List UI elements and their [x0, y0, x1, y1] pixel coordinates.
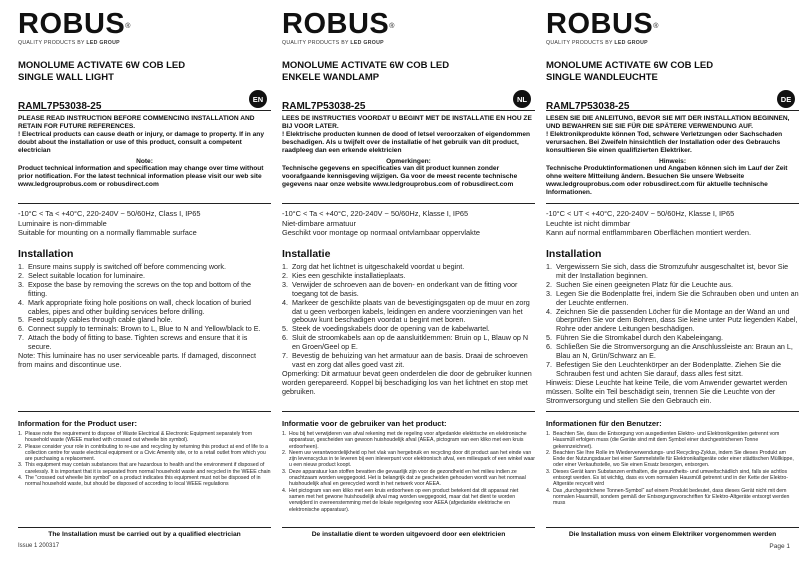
installation-steps: [282, 263, 535, 397]
specifications: -10°C < UT < +40°C, 220-240V ~ 50/60Hz, Klasse I, IP65 Leuchte ist nicht dimmbar Kann auf normal entflammbaren Oberflächen montiert werden.: [546, 209, 751, 238]
list-item: 5. Steek de voedingskabels door de opening van de kabelwartel.: [282, 324, 490, 334]
issue-number: Issue 1 200317: [18, 543, 60, 549]
list-item: 2. Please consider your role in contributing to re-use and recycling by returning this product at end of life to a collection centre for waste electrical equipment or a Civic Amenity site, or to a retail outlet from which you are purchasing a replacement.: [18, 443, 269, 463]
list-item: 6. Sluit de stroomkabels aan op de aansluitklemmen: Bruin op L, Blauw op N en Groen/Geel op E.: [282, 333, 529, 352]
user-info-heading: Informationen für den Benutzer:: [546, 419, 662, 428]
list-item: 7. Befestigen Sie den Leuchtenkörper an der Bodenplatte. Ziehen Sie die Schrauben fest und achten Sie darauf, dass alles fest sitzt.: [546, 359, 781, 378]
list-item: 4. Het pictogram van een kliko met een kruis erdoorheen op een product betekent dat dit apparaat niet samen met het gewone huishoudelijk afval mag worden weggegooid, maar dat het dient te worden verwijderd in overeenstemming met de lokale regelgeving voor AEEA (afgedankte elektrische en elektronische apparatuur).: [282, 487, 519, 513]
divider: [546, 110, 799, 111]
list-item: 1. Ensure mains supply is switched off before commencing work.: [18, 262, 227, 271]
installation-steps: [18, 263, 271, 370]
electrician-notice: Die Installation muss von einem Elektriker vorgenommen werden: [568, 531, 777, 538]
divider: [282, 203, 535, 204]
divider: [18, 411, 271, 412]
divider: [282, 110, 535, 111]
list-item: 3. Verwijder de schroeven aan de boven- en onderkant van de fitting voor toegang tot de basis.: [282, 279, 518, 298]
registered-mark: ®: [125, 23, 131, 30]
column-en: [18, 10, 271, 538]
logo-text: ROBUS: [18, 8, 126, 40]
installation-note: Note: This luminaire has no user serviceable parts. If damaged, disconnect from mains and discontinue use.: [18, 351, 256, 369]
installation-note: Hinweis: Diese Leuchte hat keine Teile, die vom Anwender gewartet werden müssen. Sollte ein Teil beschädigt sein, trennen Sie die Leuchte von der Stromversorgung und stellen Sie den Gebrauch ein.: [546, 377, 788, 405]
tagline: QUALITY PRODUCTS BY LED GROUP: [18, 40, 120, 46]
list-item: 1. Hou bij het verwijderen van afval rekening met de regeling voor afgedankte elektrische en elektronische apparatuur, gescheiden van gewoon huishoudelijk afval (AEEA, pictogram van een kliko met een kruis erdoorheen).: [282, 431, 527, 450]
brand-logo: [546, 10, 799, 46]
user-info-heading: Information for the Product user:: [18, 419, 137, 428]
user-info-list: [546, 431, 799, 507]
list-item: 3. Deze apparatuur kan stoffen bevatten die gevaarlijk zijn voor de gezondheid en het milieu indien ze onachtzaam worden weggegooid. Het is belangrijk dat ze gescheiden gehouden wordt van het normaal huishoudelijk afval en gerecycled wordt in het netwerk voor AEEA.: [282, 468, 526, 488]
list-item: 6. Schließen Sie die Stromversorgung an die Anschlussleiste an: Braun an L, Blau an N, Grün/Schwarz an E.: [546, 342, 793, 361]
list-item: 1. Vergewissern Sie sich, dass die Stromzufuhr ausgeschaltet ist, bevor Sie mit der Installation beginnen.: [546, 262, 789, 280]
list-item: 3. Expose the base by removing the screws on the top and bottom of the fitting.: [18, 279, 251, 298]
logo-text: ROBUS: [546, 8, 654, 40]
tagline: QUALITY PRODUCTS BY LED GROUP: [546, 40, 648, 46]
divider: [18, 203, 271, 204]
divider: [546, 527, 799, 528]
installation-heading: Installation: [18, 248, 74, 260]
note-text: Technische Produktinformationen und Angaben können sich im Lauf der Zeit ohne weitere Mitteilung ändern. Besuchen Sie unsere Webseite www.ledgrouprobus.com oder robusdirect.com für aktuelle technische Informationen.: [546, 165, 788, 197]
brand-logo: [282, 10, 535, 46]
installation-steps: [546, 263, 799, 406]
brand-logo: [18, 10, 271, 46]
product-title: MONOLUME ACTIVATE 6W COB LED ENKELE WANDLAMP: [282, 60, 450, 83]
installation-heading: Installation: [546, 248, 602, 260]
user-info-heading: Informatie voor de gebruiker van het product:: [282, 419, 447, 428]
list-item: 2. Select suitable location for luminaire.: [18, 270, 146, 280]
language-badge: NL: [513, 90, 531, 108]
list-item: 4. The "crossed out wheelie bin symbol" on a product indicates this equipment must not be disposed of in normal household waste, but should be disposed of according to local WEEE regulations: [18, 475, 261, 488]
divider: [546, 203, 799, 204]
list-item: 4. Markeer de geschikte plaats van de bevestigingsgaten op de muur en zorg dat u geen verborgen kabels, leidingen en andere voorzieningen van het gebouw kunt beschadigen voordat u begint met boren.: [282, 297, 530, 325]
list-item: 7. Attach the body of fitting to base. Tighten screws and ensure that it is secure.: [18, 333, 248, 352]
list-item: 3. Legen Sie die Bodenplatte frei, indem Sie die Schrauben oben und unten an der Leuchte entfernen.: [546, 288, 799, 307]
user-info-list: [18, 431, 271, 488]
list-item: 4. Zeichnen Sie die passenden Löcher für die Montage an der Wand an und überprüfen Sie vor dem Bohren, dass Sie keine unter Putz liegenden Kabel, Rohre oder andere Leitungen beschädigen.: [546, 306, 798, 334]
list-item: 6. Connect supply to terminals: Brown to L, Blue to N and Yellow/black to E.: [18, 324, 261, 334]
list-item: 5. Feed supply cables through cable gland hole.: [18, 315, 173, 325]
user-info-list: [282, 431, 535, 513]
warning-block: LEES DE INSTRUCTIES VOORDAT U BEGINT MET DE INSTALLATIE EN HOU ZE BIJ VOOR LATER. ! Elektrische producten kunnen de dood of letsel veroorzaken of eigendommen beschadigen. Als u twijfelt over de installatie of het gebruik van dit product, raadpleeg dan een erkende elektricien Opmerkingen: Technische gegevens en specificaties van dit product kunnen zonder voorafgaande kennisgeving wijzigen. Ga voor de meest recente technische gegevens naar onze website www.ledgrouprobus.com of robusdirect.com: [282, 115, 535, 189]
warning-block: PLEASE READ INSTRUCTION BEFORE COMMENCING INSTALLATION AND RETAIN FOR FUTURE REFERENCES. ! Electrical products can cause death or injury, or damage to property. If in any doubt about the installation or use of this product, consult a competent electrician Note: Product technical information and specification may change over time without prior notification. For the latest technical information please visit our web site www.ledgrouprobus.com or robusdirect.com: [18, 115, 271, 189]
installation-heading: Installatie: [282, 248, 331, 260]
list-item: 2. Suchen Sie einen geeigneten Platz für die Leuchte aus.: [546, 279, 734, 289]
logo-text: ROBUS: [282, 8, 390, 40]
list-item: 4. Mark appropriate fixing hole positions on wall, check location of buried cables, pipes and other building services before drilling.: [18, 297, 251, 316]
column-de: [546, 10, 799, 538]
divider: [18, 110, 271, 111]
specifications: -10°C < Ta < +40°C, 220-240V ~ 50/60Hz, Klasse I, IP65 Niet-dimbare armatuur Geschikt voor montage op normaal ontvlambaar oppervlakte: [282, 209, 481, 238]
product-title: MONOLUME ACTIVATE 6W COB LED SINGLE WANDLEUCHTE: [546, 60, 714, 83]
list-item: 4. Das „durchgestrichene Tonnen-Symbol“ auf einem Produkt bedeutet, dass dieses Gerät nicht mit dem normalen Hausmüll, sondern gemäß der Entsorgungsvorschriften für Elektro-Altgeräte entsorgt werden muss: [546, 487, 790, 507]
note-label: Hinweis:: [658, 157, 687, 165]
divider: [546, 411, 799, 412]
product-title: MONOLUME ACTIVATE 6W COB LED SINGLE WALL LIGHT: [18, 60, 186, 83]
electrician-notice: De installatie dient te worden uitgevoerd door een elektricien: [311, 531, 506, 538]
list-item: 3. Dieses Gerät kann Substanzen enthalten, die gesundheits- und umweltschädlich sind, falls sie achtlos entsorgt werden. Es ist wichtig, dass es vom normalen Hausmüll getrennt und in der Kette der Elektro-Altgeräte recycelt wird: [546, 468, 788, 488]
language-badge: DE: [777, 90, 795, 108]
electrician-notice: The Installation must be carried out by a qualified electrician: [48, 531, 241, 538]
note-text: Technische gegevens en specificaties van dit product kunnen zonder voorafgaande kennisgeving wijzigen. Ga voor de meest recente technische gegevens naar onze website www.ledgrouprobus.com of robusdirect.com: [282, 165, 518, 189]
warning-block: LESEN SIE DIE ANLEITUNG, BEVOR SIE MIT DER INSTALLATION BEGINNEN, UND BEWAHREN SIE SIE FÜR DIE SPÄTERE VERWENDUNG AUF. ! Elektronikprodukte können Tod, schwere Verletzungen oder Sachschaden verursachen. Bei Zweifeln hinsichtlich der Installation oder des Gebrauchs konsultieren Sie einen qualifizierten Elektriker. Hinweis: Technische Produktinformationen und Angaben können sich im Lauf der Zeit ohne weitere Mitteilung ändern. Besuchen Sie unsere Webseite www.ledgrouprobus.com oder robusdirect.com für aktuelle technische Informationen.: [546, 115, 799, 197]
language-badge: EN: [249, 90, 267, 108]
page-number: Page 1: [769, 543, 790, 550]
list-item: 2. Beachten Sie Ihre Rolle im Wiederverwendungs- und Recycling-Zyklus, indem Sie dieses Produkt am Ende der Nutzungsdauer bei einer Sammelstelle für Elektronikaltgeräte oder einer städtischen Müllkippe, oder einer Verkaufsstelle, wo Sie einen Ersatz besorgen, entsorgen.: [546, 449, 794, 469]
registered-mark: ®: [389, 23, 395, 30]
divider: [282, 527, 535, 528]
divider: [282, 411, 535, 412]
list-item: 1. Beachten Sie, dass die Entsorgung von ausgedienten Elektro- und Elektronikgeräten getrennt vom Hausmüll erfolgen muss (die Geräte sind mit dem Symbol einer durchgestrichenen Tonne gekennzeichnet).: [546, 431, 780, 450]
product-code: RAML7P53038-25: [282, 101, 366, 112]
list-item: 5. Führen Sie die Stromkabel durch den Kabeleingang.: [546, 333, 724, 343]
product-code: RAML7P53038-25: [18, 101, 102, 112]
note-label: Opmerkingen:: [386, 157, 431, 165]
list-item: 7. Bevestig de behuizing van het armatuur aan de basis. Draai de schroeven vast en zorg dat alles goed vast zit.: [282, 351, 528, 369]
list-item: 1. Zorg dat het lichtnet is uitgeschakeld voordat u begint.: [282, 262, 465, 271]
divider: [18, 527, 271, 528]
installation-note: Opmerking: Dit armatuur bevat geen onderdelen die door de gebruiker kunnen worden gerepareerd. Koppel bij beschadiging los van het lichtnet en stop met gebruiken.: [282, 368, 532, 396]
column-nl: [282, 10, 535, 538]
specifications: -10°C < Ta < +40°C, 220-240V ~ 50/60Hz, Class I, IP65 Luminaire is non-dimmable Suitable for mounting on a normally flammable surface: [18, 209, 201, 238]
note-text: Product technical information and specification may change over time without prior notification. For the latest technical information please visit our web site www.ledgrouprobus.com or robusdirect.com: [18, 165, 264, 189]
list-item: 2. Kies een geschikte installatieplaats.: [282, 270, 406, 280]
registered-mark: ®: [653, 23, 659, 30]
list-item: 2. Neem uw verantwoordelijkheid op het vlak van hergebruik en recycling door dit product aan het einde van zijn levenscyclus in te leveren bij een inleverpunt voor elektronisch afval, een milieupark of een winkel waar u een nieuw product koopt.: [282, 449, 535, 469]
list-item: 3. This equipment may contain substances that are hazardous to health and the environment if disposed of carelessly. It is important that it is separated from normal household waste and recycled in the WEEE chain: [18, 462, 271, 475]
product-code: RAML7P53038-25: [546, 101, 630, 112]
note-label: Note:: [136, 157, 153, 165]
tagline: QUALITY PRODUCTS BY LED GROUP: [282, 40, 384, 46]
list-item: 1. Please note the requirement to dispose of Waste Electrical & Electronic Equipment separately from household waste (WEEE marked with crossed out wheelie bin symbol).: [18, 431, 253, 444]
